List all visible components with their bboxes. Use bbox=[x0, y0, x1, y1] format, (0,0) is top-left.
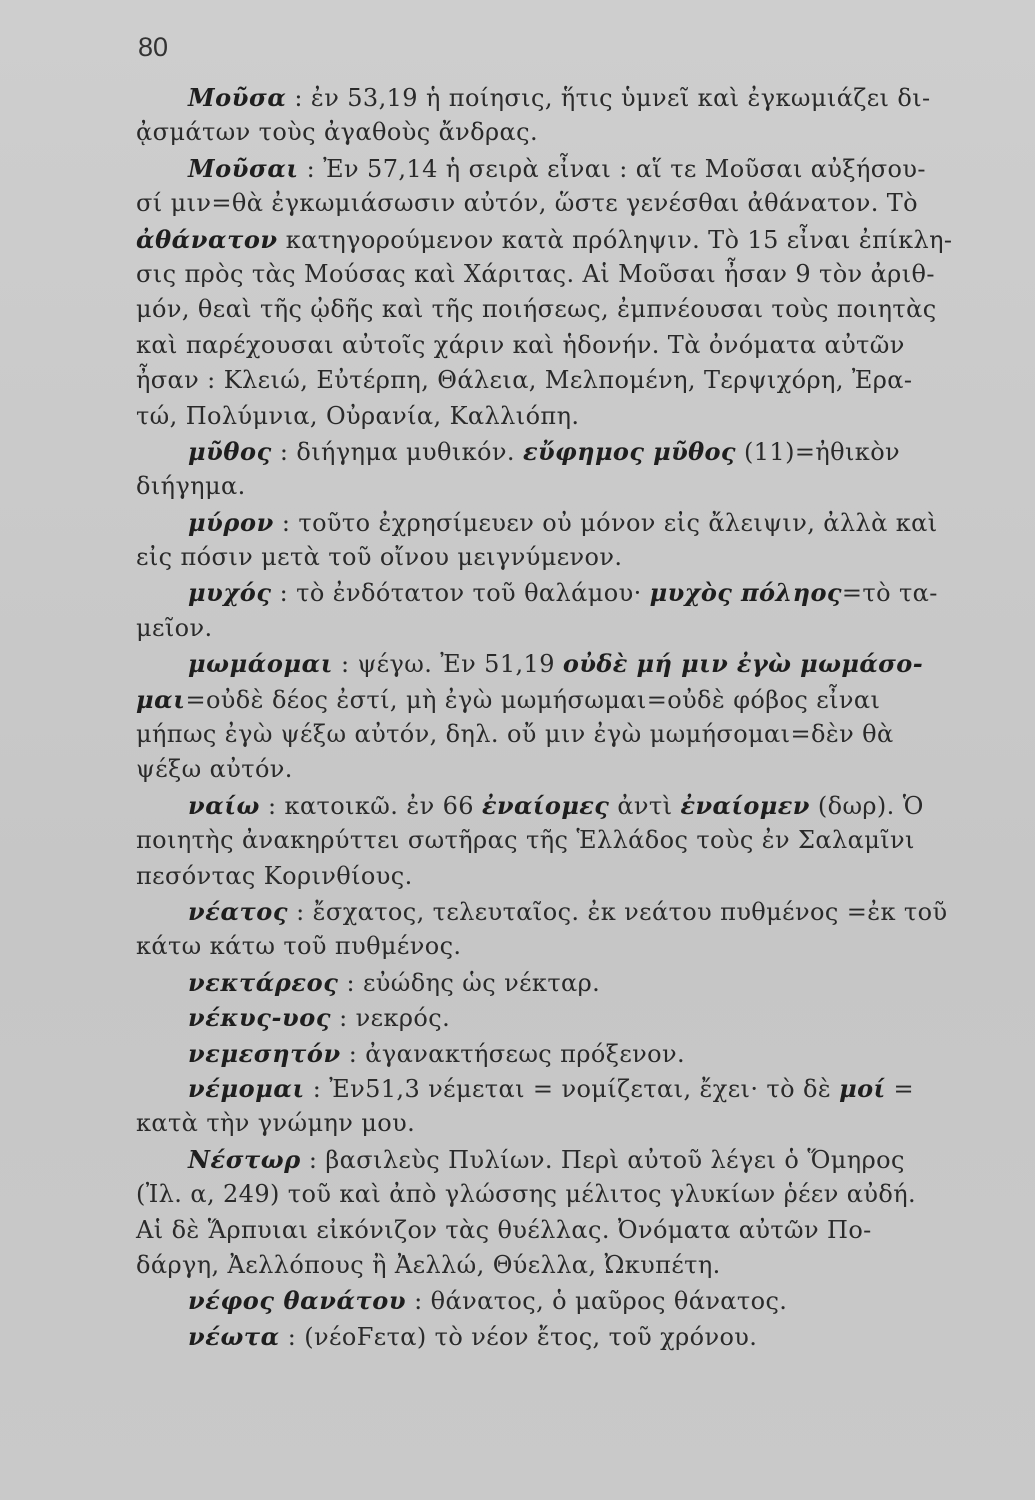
headword: νέμομαι bbox=[188, 1073, 305, 1103]
line-text: ποιητὴς ἀνακηρύττει σωτῆρας τῆς Ἑλλάδος τοὺς ἐν Σαλαμῖνι bbox=[136, 826, 915, 855]
line-text: : ψέγω. Ἐν 51,19 bbox=[332, 650, 563, 679]
text-line bbox=[136, 1319, 1026, 1354]
text-line bbox=[136, 222, 1026, 257]
line-text: : κατοικῶ. ἐν 66 bbox=[260, 791, 482, 820]
line-text: σί μιν=θὰ ἐγκωμιάσωσιν αὐτόν, ὥστε γενέσθαι ἀθάνατον. Τὸ bbox=[136, 189, 919, 218]
text-line bbox=[136, 646, 1026, 681]
line-text: : (νέοϜετα) τὸ νέον ἔτος, τοῦ χρόνου. bbox=[279, 1322, 758, 1351]
text-line bbox=[136, 292, 1026, 327]
line-text: ἦσαν : Κλειώ, Εὐτέρπη, Θάλεια, Μελπομένη, Τερψιχόρη, Ἐρα- bbox=[136, 366, 913, 395]
text-line bbox=[136, 1177, 1026, 1212]
text-line bbox=[136, 363, 1026, 398]
text-line bbox=[136, 1213, 1026, 1248]
line-text: : εὐώδης ὡς νέκταρ. bbox=[338, 968, 601, 997]
line-text: εἰς πόσιν μετὰ τοῦ οἴνου μειγνύμενον. bbox=[136, 543, 623, 572]
line-text: =οὐδὲ δέος ἐστί, μὴ ἐγὼ μωμήσωμαι=οὐδὲ φόβος εἶναι bbox=[185, 685, 881, 714]
line-text: κατὰ τὴν γνώμην μου. bbox=[136, 1109, 416, 1138]
text-line bbox=[136, 1000, 1026, 1035]
line-text: κατηγορούμενον κατὰ πρόληψιν. Τὸ 15 εἶναι ἐπίκλη- bbox=[277, 225, 953, 254]
line-text: : Ἐν51,3 νέμεται = νομίζεται, ἔχει· τὸ δὲ bbox=[304, 1074, 840, 1103]
line-text: : ἔσχατος, τελευταῖος. ἐκ νεάτου πυθμένος =ἐκ τοῦ bbox=[288, 897, 948, 926]
line-text: ψέξω αὐτόν. bbox=[136, 755, 293, 784]
line-text: : βασιλεὺς Πυλίων. Περὶ αὐτοῦ λέγει ὁ Ὅμηρος bbox=[300, 1145, 905, 1174]
text-line bbox=[136, 788, 1026, 823]
headword: ναίω bbox=[188, 790, 260, 820]
headword: ἀθάνατον bbox=[136, 224, 278, 254]
bold-phrase: ἐναίομεν bbox=[680, 790, 810, 820]
text-line bbox=[136, 399, 1026, 434]
text-line bbox=[136, 151, 1026, 186]
text-line bbox=[136, 540, 1026, 575]
line-text: καὶ παρέχουσαι αὐτοῖς χάριν καὶ ἡδονήν. Τὰ ὀνόματα αὐτῶν bbox=[136, 330, 905, 359]
text-line bbox=[136, 929, 1026, 964]
text-line bbox=[136, 1071, 1026, 1106]
bold-phrase: οὐδὲ μή μιν ἐγὼ μωμάσο- bbox=[562, 649, 924, 679]
bold-phrase: εὔφημος μῦθος bbox=[522, 436, 736, 466]
line-text: Αἱ δὲ Ἅρπυιαι εἰκόνιζον τὰς θυέλλας. Ὀνόματα αὐτῶν Πο- bbox=[136, 1215, 872, 1244]
text-line bbox=[136, 575, 1026, 610]
headword: μῦθος bbox=[188, 436, 272, 466]
line-text: (Ἰλ. α, 249) τοῦ καὶ ἀπὸ γλώσσης μέλιτος γλυκίων ῥέεν αὐδή. bbox=[136, 1180, 917, 1209]
text-line bbox=[136, 859, 1026, 894]
line-text: : Ἐν 57,14 ἡ σειρὰ εἶναι : αἵ τε Μοῦσαι αὐξήσου- bbox=[298, 154, 926, 183]
line-text: : διήγημα μυθικόν. bbox=[271, 437, 523, 466]
line-text: : νεκρός. bbox=[331, 1004, 451, 1033]
text-line bbox=[136, 965, 1026, 1000]
text-line bbox=[136, 257, 1026, 292]
text-line bbox=[136, 115, 1026, 150]
text-line bbox=[136, 611, 1026, 646]
headword: νέατος bbox=[188, 896, 289, 926]
text-line bbox=[136, 823, 1026, 858]
line-text: = bbox=[885, 1074, 915, 1103]
headword: νεκτάρεος bbox=[188, 967, 339, 997]
bold-phrase: ἐναίομες bbox=[481, 790, 610, 820]
text-line bbox=[136, 717, 1026, 752]
text-line bbox=[136, 682, 1026, 717]
line-text: διήγημα. bbox=[136, 472, 246, 501]
line-text: ᾀσμάτων τοὺς ἀγαθοὺς ἄνδρας. bbox=[136, 118, 538, 147]
text-line bbox=[136, 1248, 1026, 1283]
text-line bbox=[136, 894, 1026, 929]
headword: μύρον bbox=[188, 507, 274, 537]
line-text: : θάνατος, ὁ μαῦρος θάνατος. bbox=[406, 1287, 788, 1316]
line-text: : τὸ ἐνδότατον τοῦ θαλάμου· bbox=[271, 579, 650, 608]
headword: Νέστωρ bbox=[188, 1144, 301, 1174]
headword: νέφος θανάτου bbox=[188, 1286, 407, 1316]
line-text: μόν, θεαὶ τῆς ᾠδῆς καὶ τῆς ποιήσεως, ἐμπνέουσαι τοὺς ποιητὰς bbox=[136, 295, 937, 324]
line-text: πεσόντας Κορινθίους. bbox=[136, 861, 413, 890]
headword: μωμάομαι bbox=[188, 649, 333, 679]
text-line bbox=[136, 1036, 1026, 1071]
line-text: σις πρὸς τὰς Μούσας καὶ Χάριτας. Αἱ Μοῦσαι ἦσαν 9 τὸν ἀριθ- bbox=[136, 259, 935, 288]
text-line bbox=[136, 328, 1026, 363]
line-text: =τὸ τα- bbox=[841, 579, 938, 608]
headword: μαι bbox=[136, 684, 186, 714]
headword: Μοῦσα bbox=[188, 83, 287, 112]
line-text: (11)=ἠθικὸν bbox=[735, 437, 901, 466]
text-line bbox=[136, 80, 1026, 115]
text-line bbox=[136, 752, 1026, 787]
line-text: μήπως ἐγὼ ψέξω αὐτόν, δηλ. οὔ μιν ἐγὼ μωμήσομαι=δὲν θὰ bbox=[136, 720, 894, 749]
text-line bbox=[136, 505, 1026, 540]
line-text: δάργη, Ἀελλόπους ἢ Ἀελλώ, Θύελλα, Ὠκυπέτη. bbox=[136, 1250, 721, 1279]
glossary-text bbox=[136, 80, 1026, 1354]
bold-phrase: μοί bbox=[839, 1073, 886, 1103]
line-text: : τοῦτο ἐχρησίμευεν οὐ μόνον εἰς ἄλειψιν, ἀλλὰ καὶ bbox=[273, 508, 938, 537]
line-text: κάτω κάτω τοῦ πυθμένος. bbox=[136, 932, 462, 961]
headword: μυχός bbox=[188, 578, 272, 608]
line-text: τώ, Πολύμνια, Οὐρανία, Καλλιόπη. bbox=[136, 401, 580, 430]
text-line bbox=[136, 1142, 1026, 1177]
headword: Μοῦσαι bbox=[188, 153, 299, 183]
text-line bbox=[136, 1106, 1026, 1141]
line-text: μεῖον. bbox=[136, 613, 213, 642]
line-text: : ἐν 53,19 ἡ ποίησις, ἥτις ὑμνεῖ καὶ ἐγκωμιάζει δι- bbox=[286, 84, 931, 112]
text-line bbox=[136, 186, 1026, 221]
line-text: (δωρ). Ὁ bbox=[809, 791, 924, 820]
text-line bbox=[136, 434, 1026, 469]
headword: νεμεσητόν bbox=[188, 1038, 341, 1068]
text-line bbox=[136, 1283, 1026, 1318]
page-number: 80 bbox=[138, 32, 169, 62]
line-text: ἀντὶ bbox=[609, 791, 681, 820]
bold-phrase: μυχὸς πόληος bbox=[649, 578, 842, 608]
line-text: : ἀγανακτήσεως πρόξενον. bbox=[340, 1039, 686, 1068]
headword: νέωτα bbox=[188, 1321, 280, 1351]
text-line bbox=[136, 469, 1026, 504]
headword: νέκυς-υος bbox=[188, 1003, 332, 1033]
